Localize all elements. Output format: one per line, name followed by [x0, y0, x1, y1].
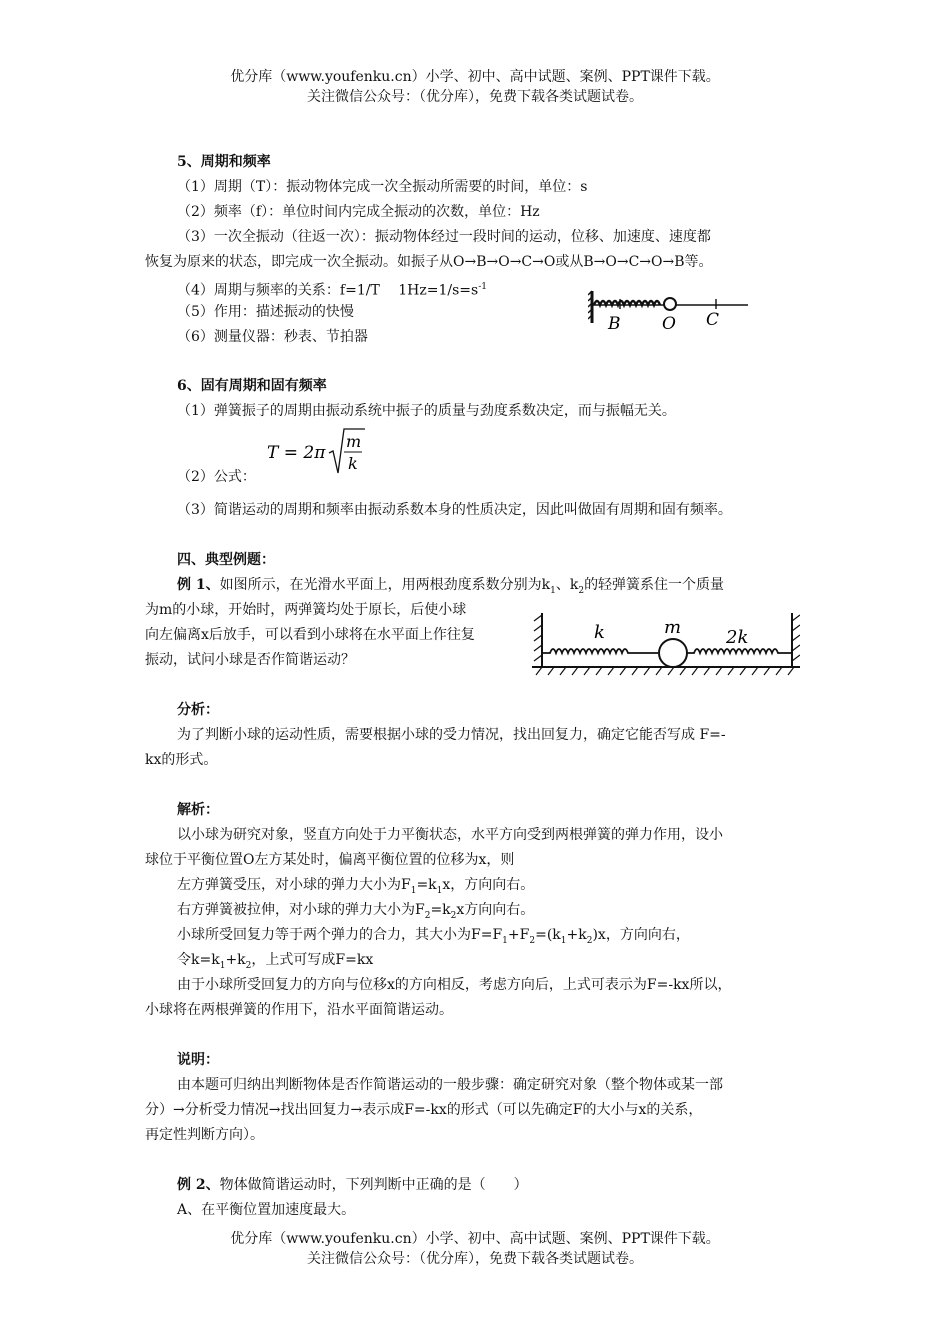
ex2-stem: 物体做简谐运动时，下列判断中正确的是（ ）	[219, 1177, 528, 1193]
ball	[659, 639, 687, 667]
solution-line-6	[177, 950, 373, 976]
s5-line-3a: （3）一次全振动（往返一次）：振动物体经过一段时间的运动，位移、加速度、速度都	[177, 229, 711, 245]
ex1-line-2: 为m的小球，开始时，两弹簧均处于原长，后使小球	[145, 602, 467, 618]
analysis-title: 分析：	[177, 702, 219, 718]
sol6-c: ，上式可写成F=kx	[251, 952, 374, 968]
ex1-sub-1: 1	[550, 585, 556, 596]
s5-line-4-text: （4）周期与频率的关系：f=1/T 1Hz=1/s=s	[177, 282, 479, 299]
s5-line-4-sup: -1	[478, 282, 487, 292]
formula-lhs: T = 2π	[267, 443, 326, 463]
ex1-line-1	[177, 575, 724, 601]
analysis-line-1: 为了判断小球的运动性质，需要根据小球的受力情况，找出回复力，确定它能否写成 F=-	[177, 727, 726, 743]
ex1-text-a: 如图所示，在光滑水平面上，用两根劲度系数分别为k	[219, 577, 551, 593]
s5-line-4	[177, 277, 487, 301]
sol4-c: x方向向右。	[456, 902, 535, 918]
solution-line-8: 小球将在两根弹簧的作用下，沿水平面简谐运动。	[145, 1002, 453, 1018]
sol5-sub-a: 1	[502, 935, 508, 946]
ex1-text-c: 的轻弹簧系住一个质量	[584, 577, 725, 593]
sol5-sub-c: 1	[560, 935, 567, 946]
s6-line-3: （3）简谐运动的周期和频率由振动系数本身的性质决定，因此叫做固有周期和固有频率。	[177, 502, 732, 518]
header-line-1: 优分库（www.youfenku.cn）小学、初中、高中试题、案例、PPT课件下载。	[230, 69, 720, 85]
formula-numerator: m	[346, 432, 362, 451]
page-header	[0, 67, 950, 107]
sol5-sub-b: 2	[529, 935, 536, 946]
analysis-line-2: kx的形式。	[145, 752, 218, 768]
solution-line-5	[177, 925, 690, 951]
label-o: O	[662, 314, 676, 334]
ex2-label: 例 2、	[177, 1177, 220, 1193]
sol3-c: x，方向向右。	[442, 877, 535, 893]
right-wall-hatch	[792, 615, 800, 661]
s6-line-2: （2）公式：	[177, 469, 256, 485]
sol5-b: +F	[507, 927, 530, 943]
footer-line-1: 优分库（www.youfenku.cn）小学、初中、高中试题、案例、PPT课件下载。	[230, 1231, 720, 1247]
ex2-option-a: A、在平衡位置加速度最大。	[177, 1202, 356, 1218]
solution-line-4	[177, 900, 534, 926]
s5-line-2: （2）频率（f）：单位时间内完成全振动的次数，单位：Hz	[177, 204, 540, 220]
oscillator-ball	[664, 298, 676, 310]
label-b: B	[608, 314, 621, 334]
left-spring	[542, 649, 658, 653]
sol3-b: =k	[416, 877, 437, 893]
sol4-sub-b: 2	[450, 910, 457, 921]
sol4-a: 右方弹簧被拉伸，对小球的弹力大小为F	[177, 902, 425, 918]
sol4-sub-a: 2	[424, 910, 431, 921]
s5-line-6: （6）测量仪器：秒表、节拍器	[177, 329, 368, 345]
ex1-line-4: 振动，试问小球是否作简谐运动？	[145, 652, 355, 668]
label-2k: 2k	[726, 627, 749, 648]
solution-line-3	[177, 875, 534, 901]
page-footer	[0, 1229, 950, 1269]
s5-line-5: （5）作用：描述振动的快慢	[177, 304, 354, 320]
section-6-title: 6、固有周期和固有频率	[177, 378, 327, 394]
solution-line-1: 以小球为研究对象，竖直方向处于力平衡状态，水平方向受到两根弹簧的弹力作用，设小	[177, 827, 723, 843]
header-line-2: 关注微信公众号：（优分库），免费下载各类试题试卷。	[307, 89, 643, 105]
note-line-2: 分）→分析受力情况→找出回复力→表示成F=-kx的形式（可以先确定F的大小与x的关系，	[145, 1102, 703, 1118]
solution-line-7: 由于小球所受回复力的方向与位移x的方向相反，考虑方向后，上式可表示为F=-kx所以，	[177, 977, 732, 993]
solution-title: 解析：	[177, 802, 219, 818]
sol5-sub-d: 2	[586, 935, 593, 946]
sol5-d: +k	[566, 927, 587, 943]
sol6-b: +k	[225, 952, 246, 968]
sol6-sub-a: 1	[219, 960, 226, 971]
sol6-sub-b: 2	[245, 960, 252, 971]
sol3-a: 左方弹簧受压，对小球的弹力大小为F	[177, 877, 411, 893]
sol5-a: 小球所受回复力等于两个弹力的合力，其大小为F=F	[177, 927, 503, 943]
two-spring-figure	[530, 605, 800, 681]
sol3-sub-a: 1	[410, 885, 417, 896]
footer-line-2: 关注微信公众号：（优分库），免费下载各类试题试卷。	[307, 1251, 643, 1267]
s5-line-1: （1）周期（T）：振动物体完成一次全振动所需要的时间，单位：s	[177, 179, 588, 195]
s5-line-3b: 恢复为原来的状态，即完成一次全振动。如振子从O→B→O→C→O或从B→O→C→O→B等。	[145, 254, 713, 270]
sol6-a: 令k=k	[177, 952, 220, 968]
ex1-text-b: 、k	[555, 577, 579, 593]
ex1-line-3: 向左偏离x后放手，可以看到小球将在水平面上作往复	[145, 627, 475, 643]
sol3-sub-b: 1	[436, 885, 443, 896]
sol5-e: )x，方向向右，	[592, 927, 690, 943]
s6-line-1: （1）弹簧振子的周期由振动系统中振子的质量与劲度系数决定，而与振幅无关。	[177, 403, 676, 419]
formula-denominator: k	[348, 454, 358, 473]
section-4-title: 四、典型例题：	[177, 552, 275, 568]
section-5-title: 5、周期和频率	[177, 154, 271, 170]
right-spring	[687, 649, 792, 653]
note-line-3: 再定性判断方向）。	[145, 1127, 264, 1143]
label-c: C	[706, 310, 720, 330]
period-formula	[265, 425, 375, 481]
label-m: m	[664, 617, 682, 638]
solution-line-2: 球位于平衡位置O左方某处时，偏离平衡位置的位移为x，则	[145, 852, 515, 868]
sol5-c: =(k	[535, 927, 561, 943]
sol4-b: =k	[430, 902, 451, 918]
ex1-label: 例 1、	[177, 577, 220, 593]
note-title: 说明：	[177, 1052, 219, 1068]
label-k: k	[594, 622, 605, 643]
note-line-1: 由本题可归纳出判断物体是否作简谐运动的一般步骤：确定研究对象（整个物体或某一部	[177, 1077, 723, 1093]
ex1-sub-2: 2	[578, 585, 585, 596]
floor-hatch	[536, 667, 794, 675]
spring-oscillator-figure	[588, 287, 758, 337]
left-wall-hatch	[534, 615, 542, 661]
ex2-line	[177, 1175, 528, 1195]
